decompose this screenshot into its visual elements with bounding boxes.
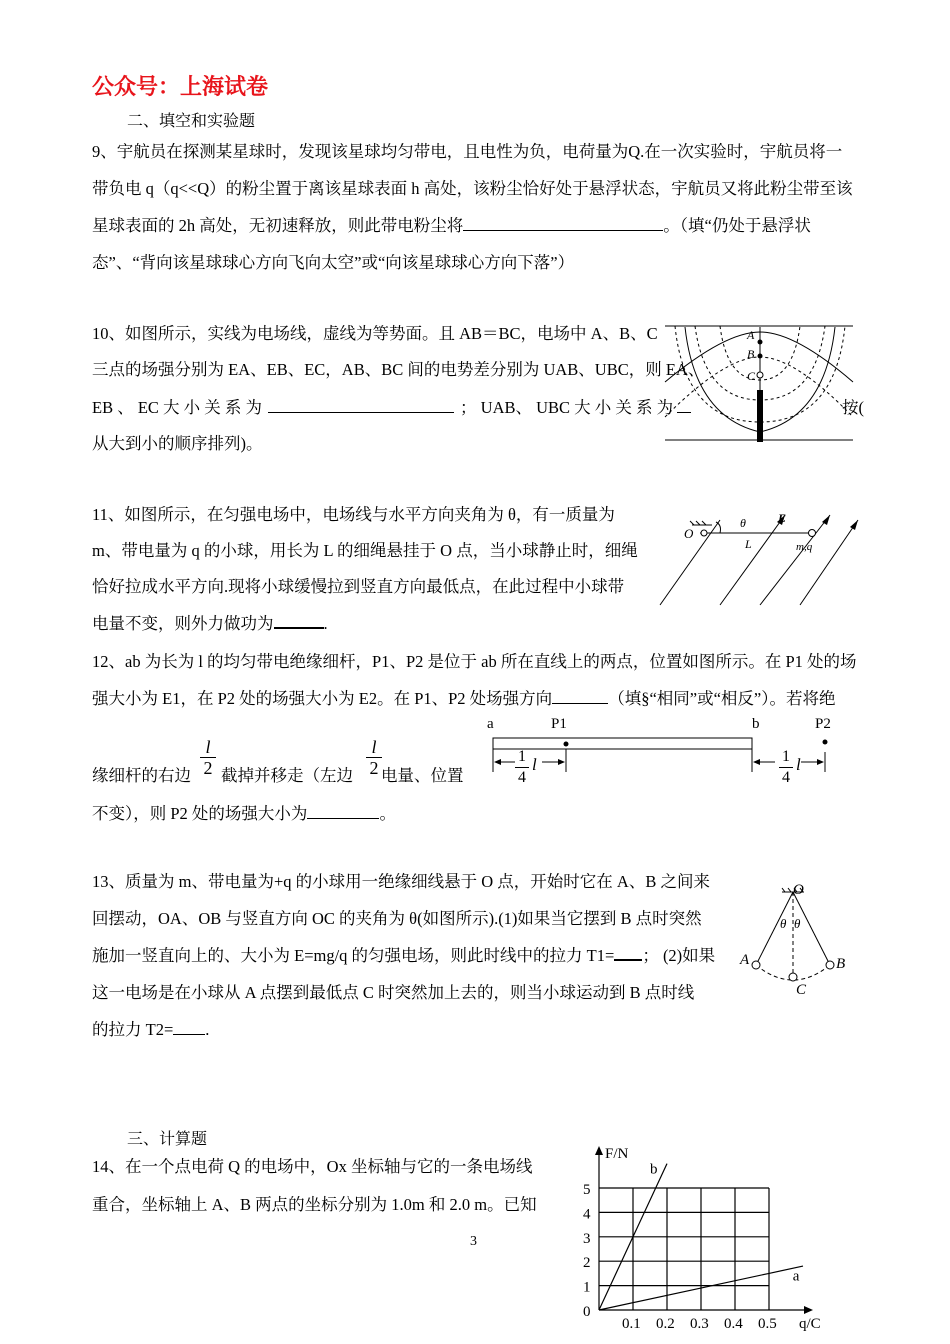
q14-line1: 14、在一个点电荷 Q 的电场中，Ox 坐标轴与它的一条电场线 [92, 1157, 533, 1176]
y-tick-label: 1 [583, 1279, 591, 1296]
q11-label-o: O [684, 526, 694, 541]
y-axis-arrow [595, 1146, 603, 1155]
q12-label-p2: P2 [815, 716, 831, 732]
q13-label-c: C [796, 982, 807, 998]
q9-line1: 9、宇航员在探测某星球时，发现该星球均匀带电，且电性为负，电荷量为Q.在一次实验时，宇航员将一 [92, 142, 843, 161]
q12-label-b: b [752, 716, 760, 732]
q11-label-l: L [745, 537, 752, 551]
q11-label-mq: m,q [796, 541, 813, 553]
q13-label-a: A [740, 952, 750, 968]
q11-label-e: E [778, 511, 787, 525]
q10-field-figure [665, 322, 855, 442]
q12-quarter-left-var: l [532, 755, 537, 774]
q11-line2: m、带电量为 q 的小球，用长为 L 的细绳悬挂于 O 点，当小球静止时，细绳 [92, 541, 638, 560]
y-tick-label: 0 [583, 1304, 591, 1320]
q13-t2-blank[interactable] [173, 1018, 205, 1035]
q12-line1: 12、ab 为长为 l 的均匀带电绝缘细杆，P1、P2 是位于 ab 所在直线上的两点，位置如图所示。在 P1 处的场 [92, 652, 857, 671]
y-tick-label: 5 [583, 1182, 591, 1198]
q13-label-theta-left: θ [780, 916, 787, 931]
page-number: 3 [470, 1234, 477, 1249]
q11-answer-blank[interactable] [274, 611, 324, 629]
series-label-b: b [650, 1161, 658, 1178]
q12-label-a: a [487, 716, 494, 732]
q11-line4: 电量不变，则外力做功为 . [92, 606, 328, 642]
q13-pendulum-figure [738, 880, 853, 998]
q9-line4: 态”、“背向该星球球心方向飞向太空”或“向该星球球心方向下落”） [92, 253, 575, 272]
q11-field-figure [660, 510, 865, 605]
q13-line2: 回摆动，OA、OB 与竖直方向 OC 的夹角为 θ(如图所示).(1)如果当它摆到 B 点时突然 [92, 909, 702, 928]
x-axis-label: q/C [799, 1316, 821, 1332]
q9-line2: 带负电 q（q<<Q）的粉尘置于离该星球表面 h 高处，该粉尘恰好处于悬浮状态，宇航员又将此粉尘带至该 [92, 179, 853, 198]
x-tick-label: 0.5 [758, 1316, 777, 1332]
q12-line3: 缘细杆的右边 截掉并移走（左边 电量、位置 [92, 766, 464, 785]
q14-line2: 重合，坐标轴上 A、B 两点的坐标分别为 1.0m 和 2.0 m。已知 [92, 1195, 537, 1214]
q11-line1: 11、如图所示，在匀强电场中，电场线与水平方向夹角为 θ，有一质量为 [92, 505, 615, 524]
section-fill-heading: 二、填空和实验题 [127, 113, 256, 130]
x-tick-label: 0.2 [656, 1316, 675, 1332]
q12-field-blank[interactable] [307, 802, 379, 819]
q13-line5: 的拉力 T2= . [92, 1020, 210, 1039]
fq-chart [570, 1140, 830, 1340]
q10-line3-end: 按( [842, 398, 864, 417]
q10-line1: 10、如图所示，实线为电场线，虚线为等势面。且 AB＝BC，电场中 A、B、C [92, 324, 658, 343]
q13-t1-blank[interactable] [614, 943, 642, 961]
y-tick-label: 2 [583, 1255, 591, 1272]
q11-line3: 恰好拉成水平方向.现将小球缓慢拉到竖直方向最低点，在此过程中小球带 [92, 577, 625, 596]
q12-frac-1: $\frac{l}{2}$ [200, 737, 216, 778]
q13-label-o: O [793, 882, 804, 898]
series-label-a: a [792, 1268, 800, 1285]
x-axis-arrow [804, 1306, 813, 1314]
section-calc-heading: 三、计算题 [127, 1131, 208, 1148]
x-tick-label: 0.4 [724, 1316, 743, 1332]
q10-line3: EB 、 EC 大 小 关 系 为 ； UAB、 UBC 大 小 关 系 为 [92, 390, 691, 426]
q12-direction-blank[interactable] [552, 687, 608, 704]
q12-quarter-left: $\frac{1}{4}$ [515, 747, 529, 788]
x-tick-label: 0.1 [622, 1316, 641, 1332]
q9-line3: 星球表面的 2h 高处，无初速释放，则此带电粉尘将 。（填“仍处于悬浮状 [92, 216, 811, 235]
q13-label-theta-right: θ [794, 916, 801, 931]
q11-label-theta: θ [740, 516, 746, 530]
q13-line3: 施加一竖直向上的、大小为 E=mg/q 的匀强电场，则此时线中的拉力 T1= ； (2)如果 [92, 938, 715, 974]
q13-label-b: B [836, 956, 846, 972]
q10-line4: 从大到小的顺序排列)。 [92, 434, 263, 453]
y-tick-label: 4 [583, 1206, 591, 1223]
q10-label-c: C [747, 369, 756, 383]
q12-line2: 强大小为 E1，在 P2 处的场强大小为 E2。在 P1、P2 处场强方向 （填§“相同”或“相反”）。若将绝 [92, 689, 836, 708]
y-axis-label: F/N [605, 1146, 629, 1162]
x-tick-label: 0.3 [690, 1316, 709, 1332]
q12-line4: 不变），则 P2 处的场强大小为 。 [92, 804, 396, 823]
q12-quarter-right: $\frac{1}{4}$ [779, 747, 793, 788]
y-tick-label: 3 [583, 1230, 591, 1247]
q13-line1: 13、质量为 m、带电量为+q 的小球用一绝缘细线悬于 O 点，开始时它在 A、B 之间来 [92, 872, 710, 891]
q12-label-p1: P1 [551, 716, 567, 732]
q12-quarter-right-var: l [796, 755, 801, 774]
q9-answer-blank[interactable] [463, 214, 663, 231]
q12-frac-2: $\frac{l}{2}$ [366, 737, 382, 778]
q10-label-a: A [747, 328, 755, 342]
brand-title: 公众号：上海试卷 [92, 75, 269, 100]
q10-label-b: B [747, 347, 755, 361]
q10-line2: 三点的场强分别为 EA、EB、EC，AB、BC 间的电势差分别为 UAB、UBC，则 EA、 [92, 360, 705, 379]
q13-line4: 这一电场是在小球从 A 点摆到最低点 C 时突然加上去的，则当小球运动到 B 点时线 [92, 983, 695, 1002]
q10-answer-blank-e[interactable] [268, 396, 454, 413]
